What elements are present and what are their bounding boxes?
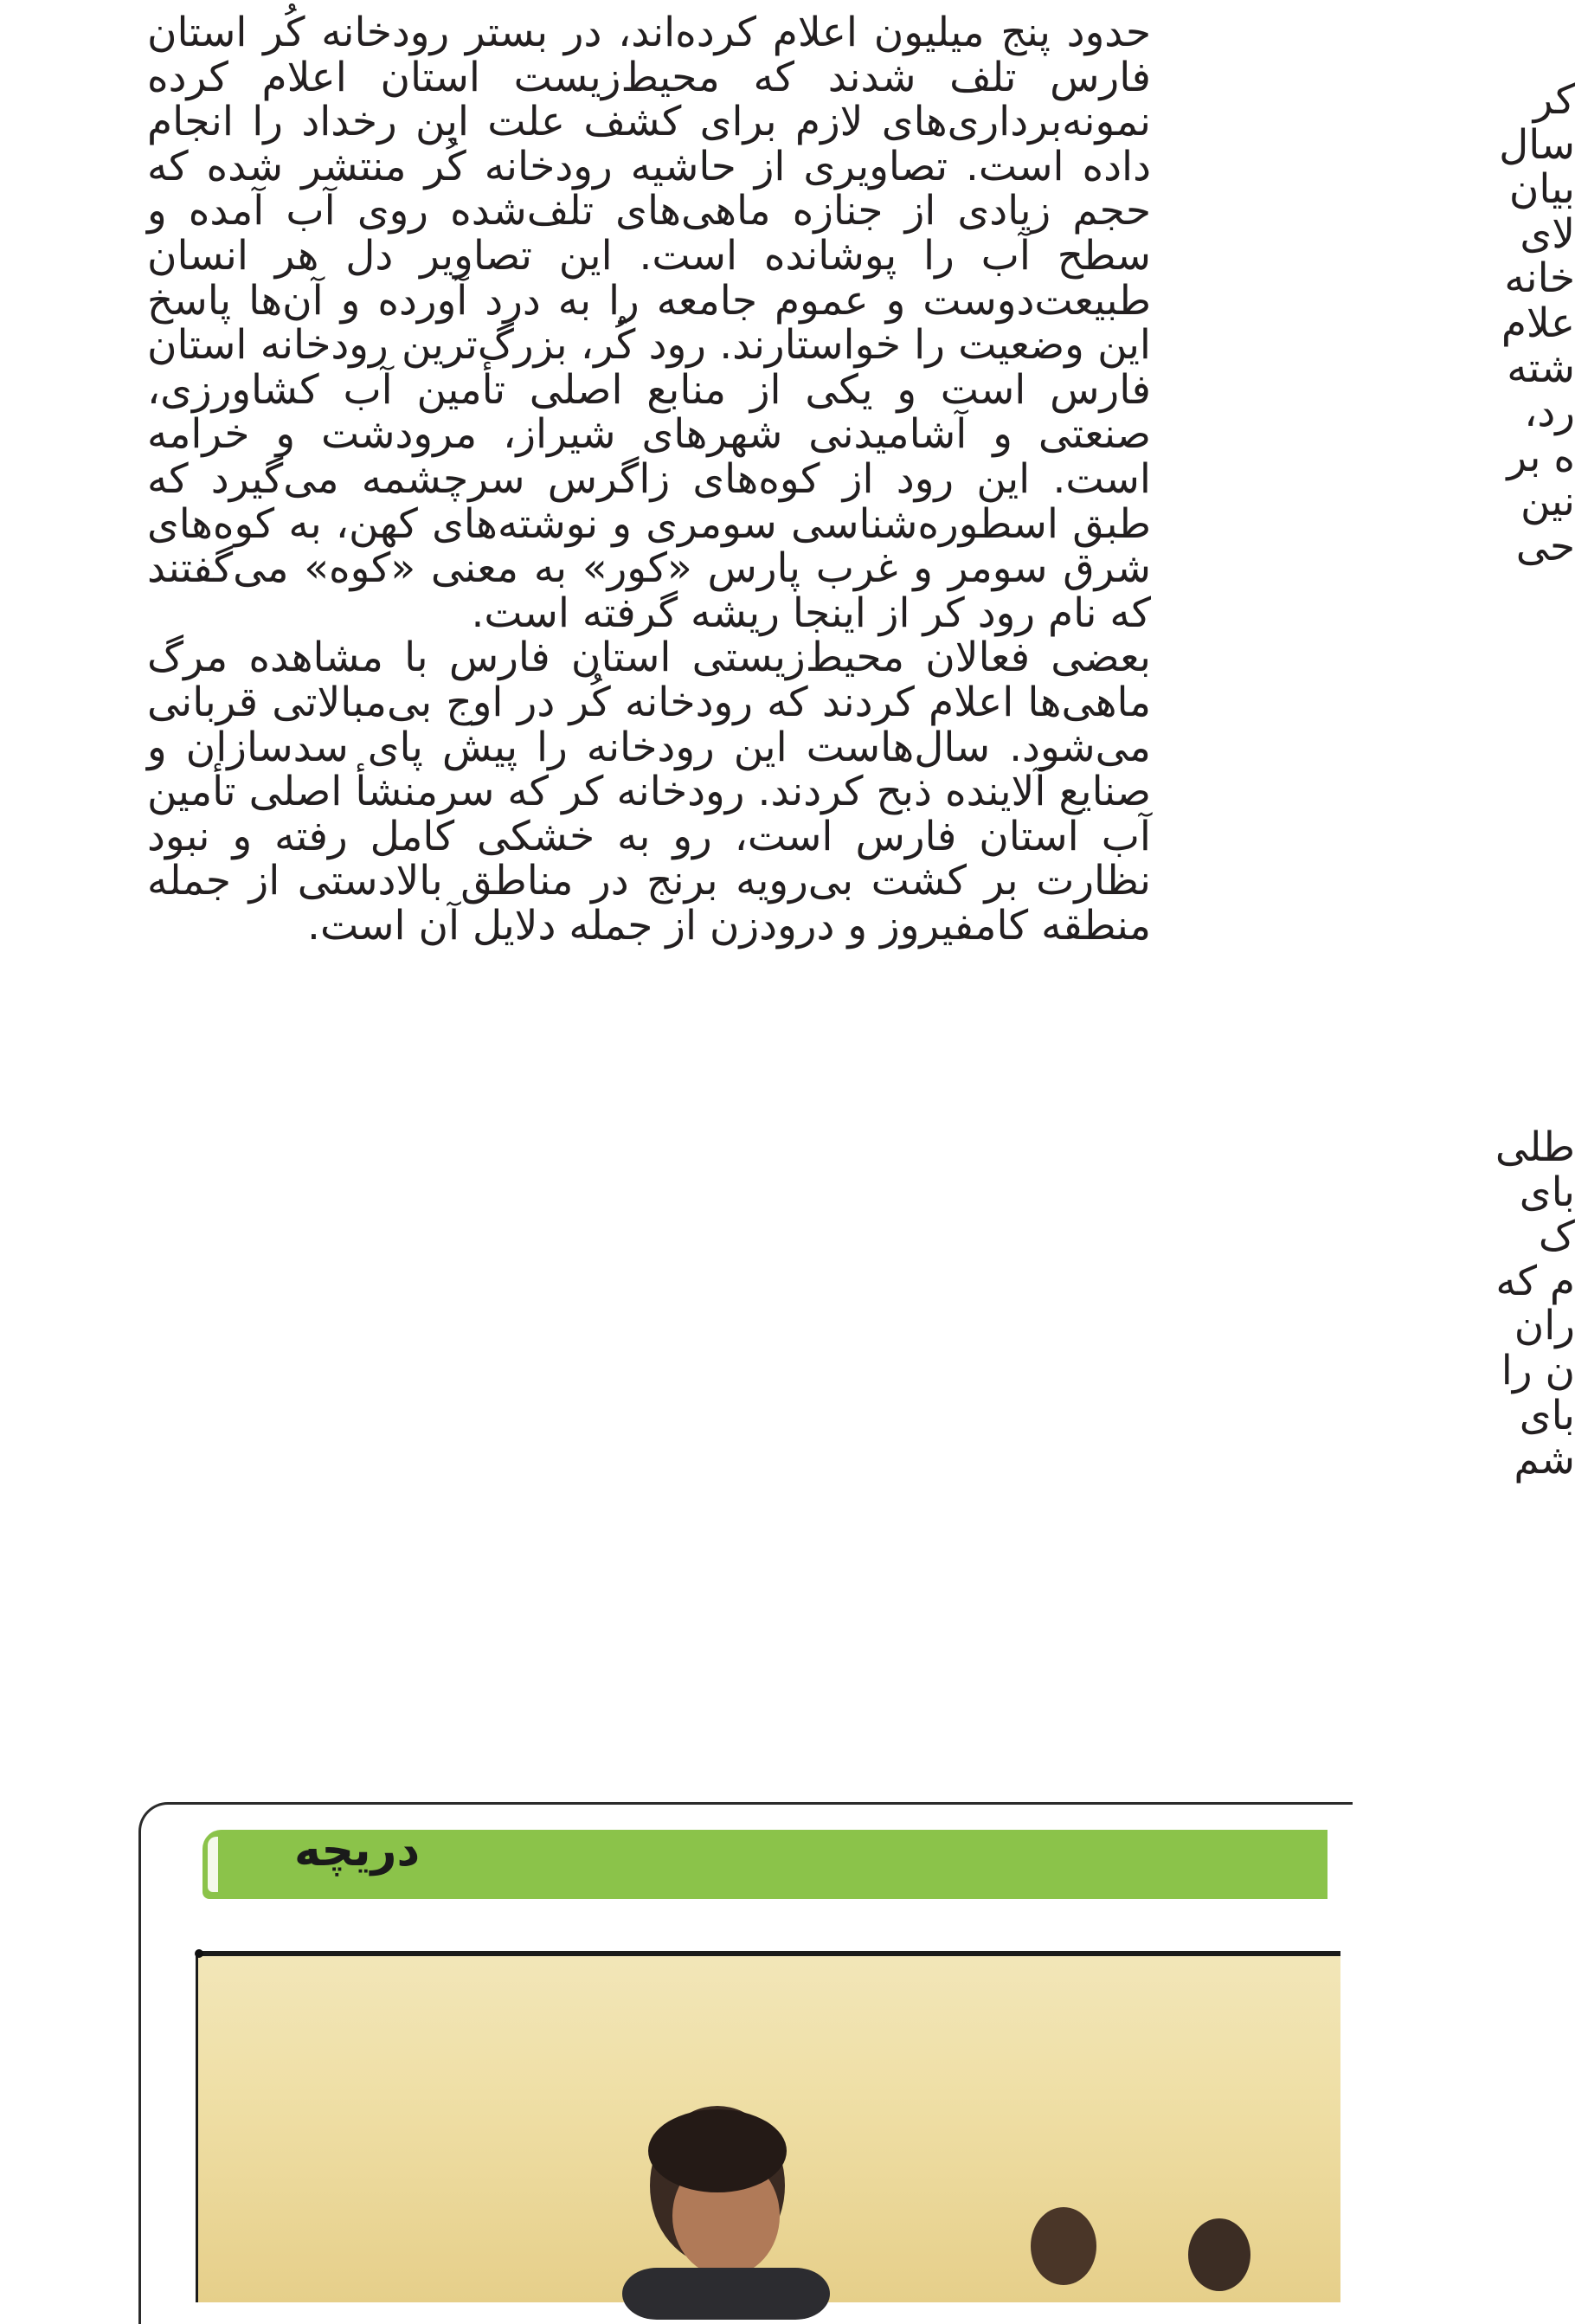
- adjacent-text-fragment: کر: [1533, 76, 1575, 124]
- feature-photo: [196, 1951, 1340, 2302]
- adjacent-text-fragment: ه بر: [1507, 433, 1575, 481]
- adjacent-text-fragment: نین: [1520, 478, 1575, 526]
- article-paragraph-2: بعضی فعالان محیط‌زیستی استان فارس با مشاهده مرگ ماهی‌ها اعلام کردند که رودخانه کُر در اوج بی‌مبالاتی قربانی می‌شود. سال‌هاست این رودخانه را پیش پای سدسازان و صنایع آلاینده ذبح کردند. رودخانه کر که سرمنشأ اصلی تأمین آب استان فارس است، رو به خشکی کامل رفته و نبود نظارت بر کشت بی‌رویه برنج در مناطق بالادستی از جمله منطقه کامفیروز و درودزن از جمله دلایل آن است.: [147, 634, 1151, 950]
- feature-box-title: دریچه: [294, 1825, 421, 1877]
- adjacent-text-fragment: بای: [1519, 1391, 1575, 1439]
- adjacent-text-fragment: طلی: [1495, 1123, 1575, 1171]
- adjacent-text-fragment: ران: [1514, 1302, 1575, 1350]
- article-paragraph-1: حدود پنج میلیون اعلام کرده‌اند، در بستر رودخانه کُر استان فارس تلف شدند که محیط‌زیست استان اعلام کرده نمونه‌برداری‌های لازم برای کشف علت این رخداد را انجام داده است. تصاویری از حاشیه رودخانه کُر منتشر شده که حجم زیادی از جنازه ماهی‌های تلف‌شده روی آب آمده و سطح آب را پوشانده است. این تصاویر دل هر انسان طبیعت‌دوست و عموم جامعه را به درد آورده و آن‌ها پاسخ این وضعیت را خواستارند. رود کُر، بزرگ‌ترین رودخانه استان فارس است و یکی از منابع اصلی تأمین آب کشاورزی، صنعتی و آشامیدنی شهرهای شیراز، مرودشت و خرامه است. این رود از کوه‌های زاگرس سرچشمه می‌گیرد که طبق اسطوره‌شناسی سومری و نوشته‌های کهن، به کوه‌های شرق سومر و غرب پارس «کور» به معنی «کوه» می‌گفتند که نام رود کر از اینجا ریشه گرفته است.: [147, 9, 1151, 637]
- adjacent-text-fragment: بیان: [1508, 165, 1575, 214]
- adjacent-text-fragment: علام: [1501, 299, 1575, 347]
- man-hair: [648, 2109, 787, 2192]
- man-shoulders: [622, 2268, 830, 2320]
- adjacent-text-fragment: رد،: [1524, 389, 1575, 437]
- adjacent-text-fragment: لای: [1520, 209, 1575, 258]
- bg-person-head-2: [1188, 2218, 1250, 2291]
- adjacent-text-fragment: سال: [1499, 120, 1575, 169]
- adjacent-column-bottom: [1229, 1125, 1575, 1483]
- adjacent-text-fragment: حی: [1515, 522, 1575, 570]
- article-main-column: [147, 10, 1151, 948]
- adjacent-text-fragment: م که: [1495, 1257, 1575, 1305]
- bg-person-head-1: [1031, 2207, 1096, 2285]
- adjacent-text-fragment: ن را: [1501, 1346, 1575, 1394]
- adjacent-text-fragment: ک: [1538, 1213, 1575, 1261]
- adjacent-text-fragment: خانه: [1504, 254, 1575, 303]
- photo-figures: [198, 1956, 1340, 2302]
- adjacent-text-fragment: شته: [1507, 344, 1575, 392]
- adjacent-text-fragment: بای: [1519, 1168, 1575, 1216]
- photo-corner-dot: [195, 1949, 203, 1958]
- adjacent-text-fragment: شم: [1514, 1436, 1575, 1484]
- adjacent-column-top: [1229, 78, 1575, 570]
